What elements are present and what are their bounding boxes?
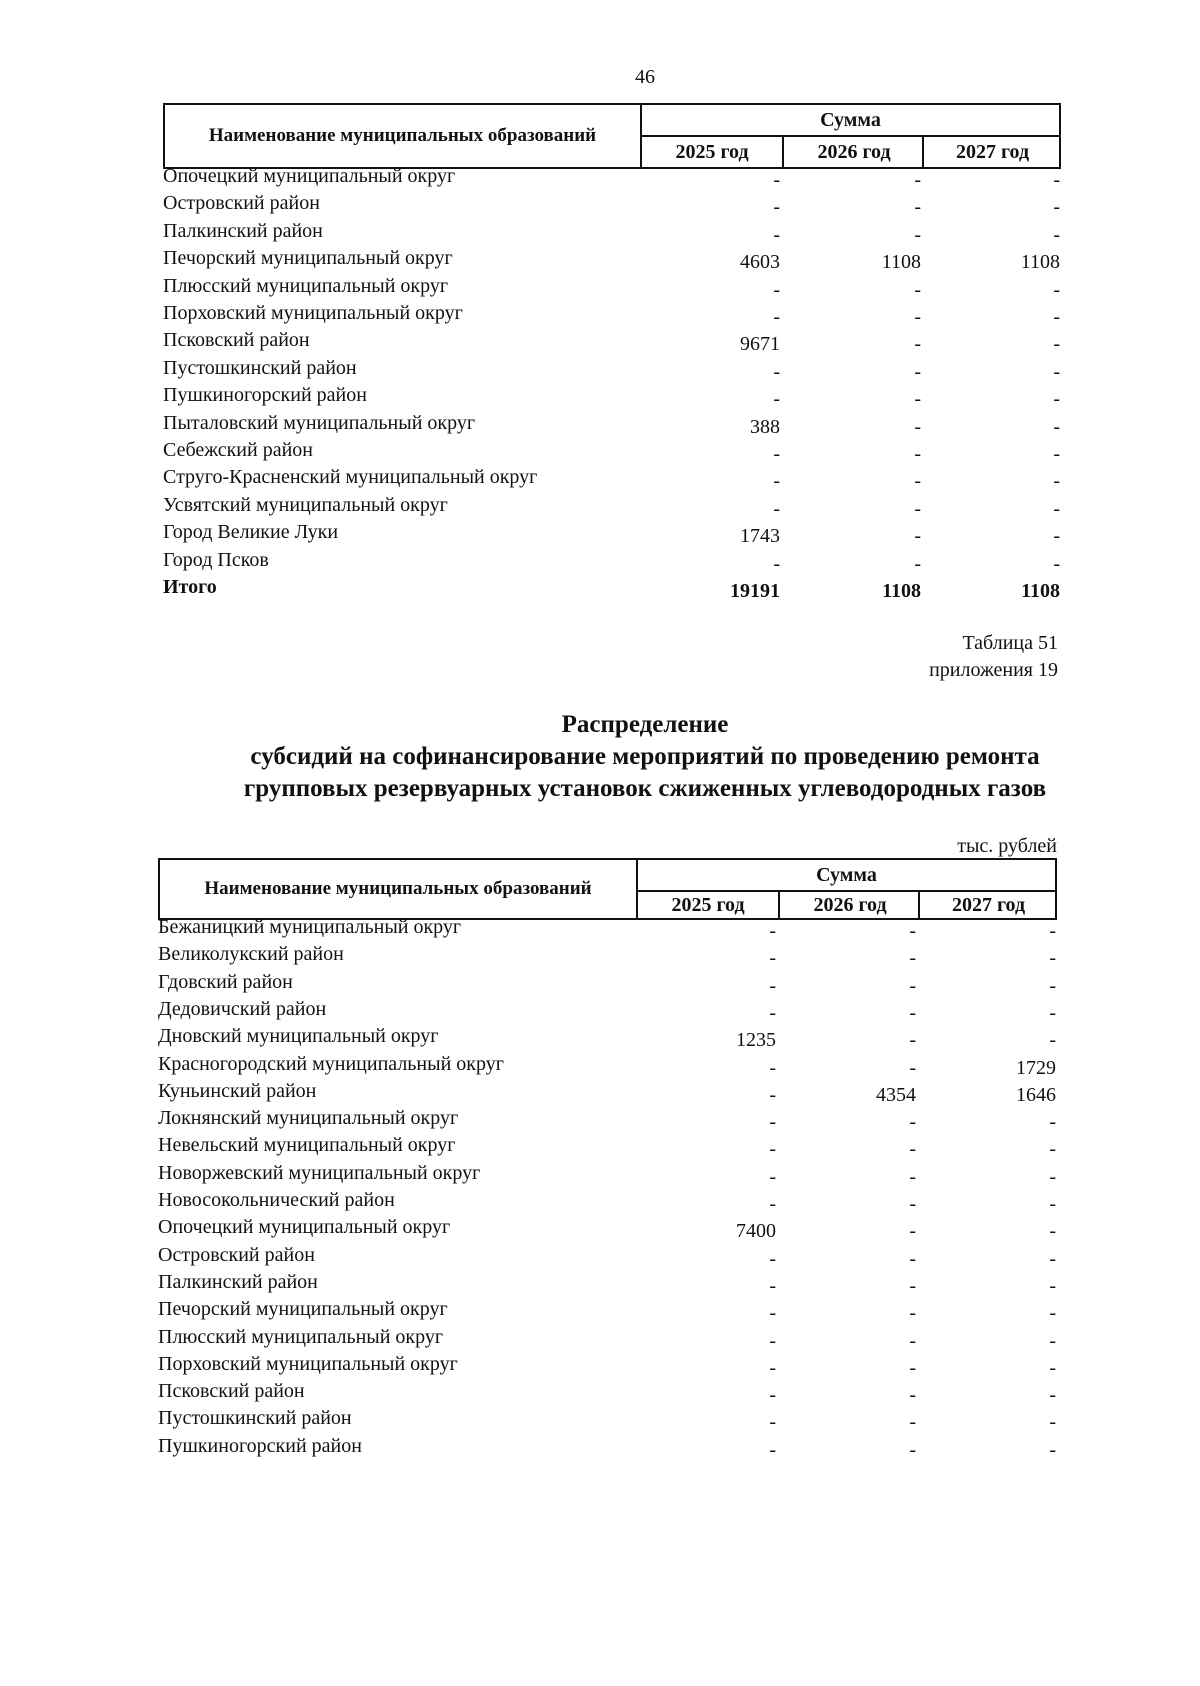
value-2025: - <box>769 974 776 997</box>
value-2026: 1108 <box>881 251 921 274</box>
table-row <box>158 1160 1078 1187</box>
value-2027: - <box>1049 1193 1056 1215</box>
municipality-name: Струго-Красненский муниципальный округ <box>163 466 538 489</box>
column-header-2026: 2026 год <box>782 135 924 167</box>
table-row <box>158 1296 1078 1323</box>
value-2025: - <box>773 306 780 328</box>
value-2025: - <box>769 1165 776 1188</box>
value-2027: 1108 <box>1020 251 1060 274</box>
value-2026: 4354 <box>876 1083 916 1106</box>
value-2027: - <box>1053 223 1060 246</box>
table-row <box>158 1242 1078 1269</box>
value-2026: - <box>909 1165 916 1188</box>
value-2025: - <box>773 552 780 575</box>
value-2025: 1743 <box>740 525 780 548</box>
title-line-3: групповых резервуарных установок сжиженных углеводородных газов <box>243 775 1047 802</box>
municipality-name: Пустошкинский район <box>158 1407 352 1430</box>
value-2027: - <box>1053 333 1060 356</box>
table-row <box>163 437 1083 464</box>
value-2026: - <box>909 1111 916 1134</box>
table-row <box>163 327 1083 354</box>
column-header-sum: Сумма <box>642 105 1059 137</box>
value-2025: - <box>769 1193 776 1215</box>
municipality-name: Печорский муниципальный округ <box>158 1298 448 1321</box>
municipality-name: Город Великие Луки <box>163 521 339 544</box>
table-row <box>158 969 1078 996</box>
municipality-name: Дновский муниципальный округ <box>158 1025 439 1048</box>
value-2027: - <box>1049 1329 1056 1352</box>
value-2025: 19191 <box>730 580 780 602</box>
municipality-name: Палкинский район <box>158 1270 318 1293</box>
column-header-name: Наименование муниципальных образований <box>165 105 642 167</box>
table-row <box>158 1351 1078 1378</box>
table-row <box>163 519 1083 546</box>
value-2025: - <box>769 947 776 970</box>
value-2027: - <box>1049 1302 1056 1325</box>
column-header-2025: 2025 год <box>671 894 745 916</box>
municipality-name: Локнянский муниципальный округ <box>158 1107 459 1130</box>
value-2025: 9671 <box>740 333 780 356</box>
table1-header <box>163 103 1061 169</box>
title-line-2: субсидий на софинансирование мероприятий по проведению ремонта <box>250 743 1040 770</box>
table-row <box>163 218 1083 245</box>
value-2027: - <box>1049 1220 1056 1243</box>
value-2025: - <box>769 1438 776 1461</box>
municipality-name: Новоржевский муниципальный округ <box>158 1161 481 1184</box>
value-2027: - <box>1049 1029 1056 1052</box>
value-2027: - <box>1053 278 1060 301</box>
table-row <box>158 1433 1078 1460</box>
value-2025: - <box>769 1274 776 1297</box>
value-2025: - <box>769 1056 776 1079</box>
value-2026: - <box>909 1411 916 1434</box>
municipality-name: Куньинский район <box>158 1079 317 1102</box>
table-row <box>158 941 1078 968</box>
municipality-name: Опочецкий муниципальный округ <box>158 1216 451 1239</box>
value-2027: - <box>1049 1356 1056 1379</box>
municipality-name: Пушкиногорский район <box>163 384 367 407</box>
table-row <box>158 996 1078 1023</box>
value-2027: - <box>1053 360 1060 383</box>
municipality-name: Новосокольнический район <box>158 1189 395 1211</box>
value-2026: - <box>909 1138 916 1161</box>
value-2027: - <box>1053 388 1060 411</box>
table-row <box>163 464 1083 491</box>
municipality-name: Псковский район <box>163 329 310 352</box>
total-row <box>163 574 1083 601</box>
value-2026: - <box>909 1329 916 1352</box>
municipality-name: Порховский муниципальный округ <box>158 1352 458 1375</box>
value-2026: - <box>914 333 921 356</box>
appendix-ref: приложения 19 <box>929 659 1058 681</box>
municipality-name: Красногородский муниципальный округ <box>158 1052 504 1075</box>
table-row <box>163 492 1083 519</box>
value-2027: - <box>1053 497 1060 520</box>
column-header-sum: Сумма <box>638 860 1055 892</box>
municipality-name: Пушкиногорский район <box>158 1434 362 1457</box>
value-2025: - <box>769 1138 776 1161</box>
table-row <box>158 1378 1078 1405</box>
value-2027: - <box>1053 415 1060 438</box>
municipality-name: Палкинский район <box>163 219 323 242</box>
municipality-name: Пыталовский муниципальный округ <box>163 411 476 434</box>
value-2025: - <box>769 1001 776 1024</box>
value-2025: - <box>773 360 780 383</box>
column-header-name: Наименование муниципальных образований <box>160 860 638 918</box>
municipality-name: Порховский муниципальный округ <box>163 302 463 324</box>
value-2026: - <box>914 443 921 465</box>
value-2025: - <box>769 1247 776 1270</box>
table-row <box>163 547 1083 574</box>
value-2027: 1108 <box>1021 580 1060 602</box>
table-row <box>163 245 1083 272</box>
value-2027: - <box>1053 169 1060 191</box>
value-2027: - <box>1049 1138 1056 1161</box>
value-2027: - <box>1049 1384 1056 1407</box>
municipality-name: Плюсский муниципальный округ <box>163 274 449 297</box>
value-2027: - <box>1049 1274 1056 1297</box>
column-header-2027: 2027 год <box>922 135 1061 167</box>
value-2025: - <box>773 388 780 411</box>
value-2025: - <box>773 169 780 191</box>
table-row <box>158 1324 1078 1351</box>
value-2027: - <box>1049 1111 1056 1134</box>
table-row <box>158 1105 1078 1132</box>
municipality-name: Опочецкий муниципальный округ <box>163 165 456 187</box>
table-row <box>163 163 1083 190</box>
table-row <box>163 355 1083 382</box>
value-2026: - <box>914 196 921 219</box>
value-2026: - <box>914 306 921 328</box>
value-2025: - <box>773 196 780 219</box>
value-2025: - <box>769 1356 776 1379</box>
value-2026: - <box>909 1356 916 1379</box>
table-row <box>163 410 1083 437</box>
table-row <box>163 382 1083 409</box>
table2-header <box>158 858 1057 920</box>
table-row <box>158 1023 1078 1050</box>
municipality-name: Псковский район <box>158 1380 305 1403</box>
value-2027: - <box>1049 947 1056 970</box>
value-2027: 1729 <box>1016 1056 1056 1079</box>
value-2026: - <box>909 920 916 942</box>
column-header-2027: 2027 год <box>918 890 1057 918</box>
value-2026: - <box>909 1274 916 1297</box>
value-2027: - <box>1053 525 1060 548</box>
table-row <box>163 273 1083 300</box>
page-number: 46 <box>635 66 655 88</box>
table-row <box>158 914 1078 941</box>
column-header-2026: 2026 год <box>778 890 920 918</box>
value-2025: - <box>769 920 776 942</box>
value-2026: - <box>914 415 921 438</box>
value-2025: - <box>769 1329 776 1352</box>
municipality-name: Плюсский муниципальный округ <box>158 1325 444 1348</box>
value-2026: - <box>909 1029 916 1052</box>
table-row <box>158 1051 1078 1078</box>
value-2026: - <box>914 388 921 411</box>
total-label: Итого <box>163 576 217 598</box>
municipality-name: Дедовичский район <box>158 997 327 1020</box>
value-2026: - <box>914 497 921 520</box>
table-row <box>158 1132 1078 1159</box>
value-2026: - <box>914 470 921 493</box>
table-row <box>163 300 1083 327</box>
municipality-name: Великолукский район <box>158 943 344 966</box>
value-2027: - <box>1049 1411 1056 1434</box>
value-2027: 1646 <box>1016 1083 1056 1106</box>
value-2025: - <box>769 1111 776 1134</box>
municipality-name: Островский район <box>158 1243 315 1266</box>
value-2026: - <box>909 1220 916 1243</box>
value-2026: - <box>914 360 921 383</box>
municipality-name: Бежаницкий муниципальный округ <box>158 916 462 938</box>
value-2027: - <box>1049 1247 1056 1270</box>
title-line-1: Распределение <box>561 711 729 738</box>
value-2025: 4603 <box>740 251 780 274</box>
column-header-2025: 2025 год <box>675 141 749 163</box>
municipality-name: Гдовский район <box>158 970 293 993</box>
value-2025: - <box>769 1411 776 1434</box>
value-2026: - <box>914 223 921 246</box>
municipality-name: Печорский муниципальный округ <box>163 247 453 270</box>
value-2027: - <box>1049 1438 1056 1461</box>
municipality-name: Невельский муниципальный округ <box>158 1134 456 1157</box>
value-2026: - <box>909 1384 916 1407</box>
value-2025: - <box>769 1384 776 1407</box>
value-2027: - <box>1049 1165 1056 1188</box>
value-2026: - <box>909 1302 916 1325</box>
municipality-name: Усвятский муниципальный округ <box>163 493 448 516</box>
value-2027: - <box>1049 920 1056 942</box>
municipality-name: Островский район <box>163 192 320 215</box>
value-2025: - <box>773 497 780 520</box>
value-2026: - <box>909 1438 916 1461</box>
value-2027: - <box>1053 552 1060 575</box>
value-2027: - <box>1053 196 1060 219</box>
value-2026: - <box>909 1001 916 1024</box>
value-2025: 1235 <box>736 1029 776 1052</box>
value-2026: - <box>909 947 916 970</box>
value-2026: - <box>909 1247 916 1270</box>
value-2026: - <box>909 974 916 997</box>
table-row <box>158 1269 1078 1296</box>
municipality-name: Себежский район <box>163 439 313 461</box>
value-2025: - <box>773 470 780 493</box>
municipality-name: Пустошкинский район <box>163 356 357 379</box>
value-2025: - <box>773 223 780 246</box>
table-row <box>158 1187 1078 1214</box>
value-2026: - <box>909 1056 916 1079</box>
table-row <box>158 1405 1078 1432</box>
value-2025: - <box>773 278 780 301</box>
value-2027: - <box>1053 470 1060 493</box>
value-2027: - <box>1049 974 1056 997</box>
table-row <box>158 1214 1078 1241</box>
value-2025: - <box>769 1083 776 1106</box>
municipality-name: Город Псков <box>163 548 269 571</box>
table-row <box>163 190 1083 217</box>
value-2025: 7400 <box>736 1220 776 1243</box>
value-2026: - <box>914 278 921 301</box>
table-number: Таблица 51 <box>962 632 1058 654</box>
value-2026: - <box>914 552 921 575</box>
value-2025: - <box>773 443 780 465</box>
value-2026: 1108 <box>882 580 921 602</box>
value-2026: - <box>914 525 921 548</box>
value-2025: 388 <box>750 415 780 438</box>
value-2026: - <box>914 169 921 191</box>
value-2026: - <box>909 1193 916 1215</box>
value-2027: - <box>1049 1001 1056 1024</box>
value-2025: - <box>769 1302 776 1325</box>
value-2027: - <box>1053 443 1060 465</box>
units-label: тыс. рублей <box>957 835 1057 857</box>
value-2027: - <box>1053 306 1060 328</box>
table-row <box>158 1078 1078 1105</box>
